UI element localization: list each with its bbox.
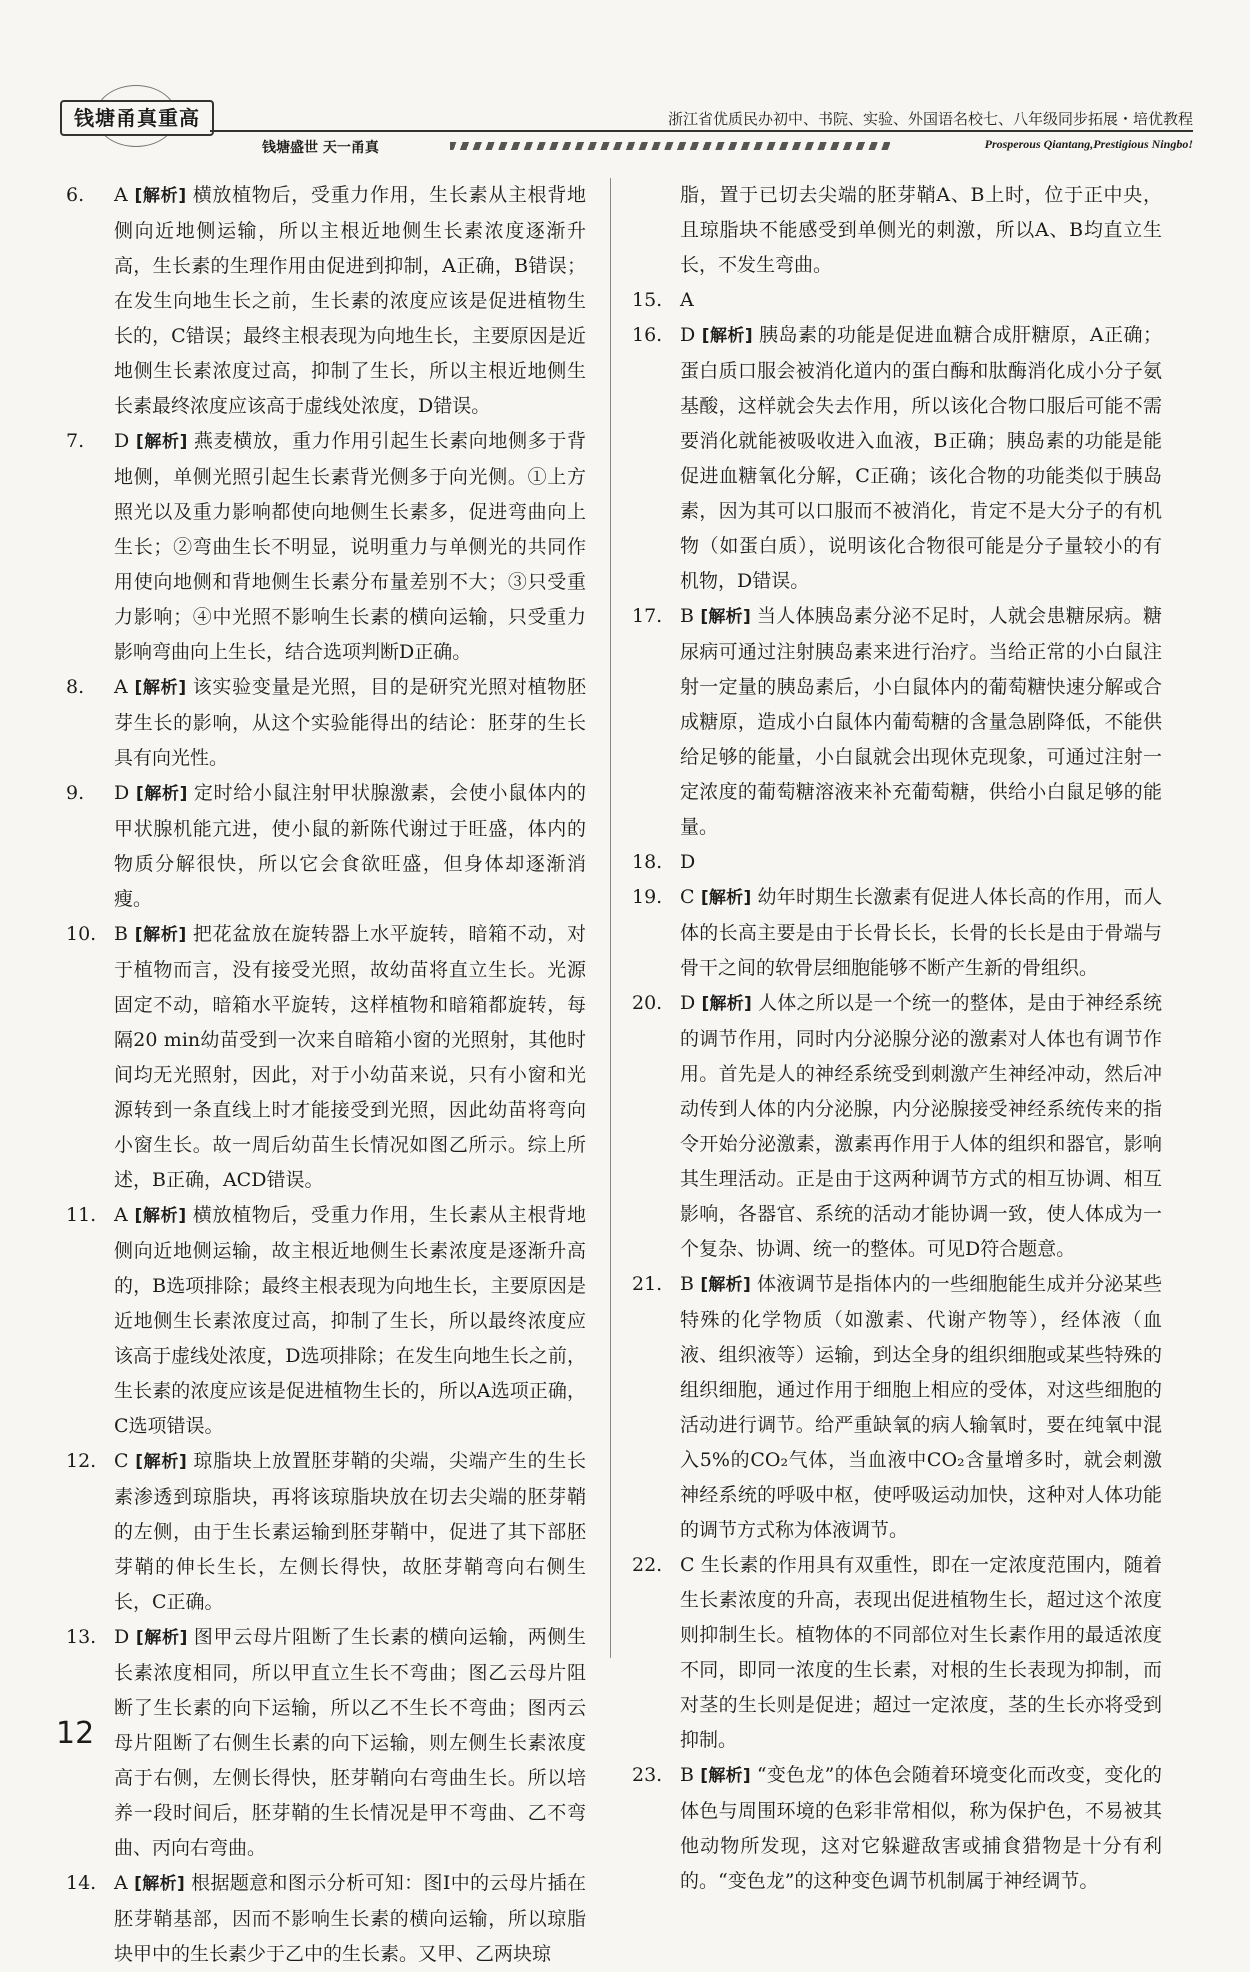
analysis-tag: [解析]	[135, 432, 194, 452]
analysis-tag: [解析]	[134, 1874, 192, 1894]
analysis-text: 琼脂块上放置胚芽鞘的尖端，尖端产生的生长素渗透到琼脂块，再将该琼脂块放在切去尖端的胚芽鞘的左侧，由于生长素运输到胚芽鞘中，促进了其下部胚芽鞘的伸长生长，左侧长得快，故胚芽鞘弯向右侧生长，C正确。	[114, 1450, 586, 1613]
answer-item	[66, 178, 586, 424]
answer-choice: C	[114, 1450, 136, 1472]
answer-item	[632, 845, 1162, 880]
question-number: 17.	[632, 605, 663, 627]
answer-item	[66, 1866, 586, 1972]
answer-item	[632, 1267, 1162, 1548]
answer-body	[680, 986, 1162, 1267]
answer-choice: B	[114, 923, 135, 945]
answer-body	[114, 1620, 586, 1866]
answer-choice: A	[114, 184, 135, 206]
question-number: 18.	[632, 851, 663, 873]
answer-body	[114, 1444, 586, 1620]
analysis-tag: [解析]	[701, 326, 760, 346]
analysis-tag: [解析]	[134, 186, 193, 206]
answer-choice: C	[680, 886, 701, 908]
answer-choice: D	[114, 1626, 136, 1648]
answer-item	[632, 880, 1162, 986]
answer-item	[632, 986, 1162, 1267]
analysis-text: 横放植物后，受重力作用，生长素从主根背地侧向近地侧运输，故主根近地侧生长素浓度是逐渐升高的，B选项排除；最终主根表现为向地生长，主要原因是近地侧生长素浓度过高，抑制了生长，所以最终浓度应该高于虚线处浓度，D选项排除；在发生向地生长之前，生长素的浓度应该是促进植物生长的，所以A选项正确，C选项错误。	[114, 1204, 586, 1437]
page-number: 12	[56, 1716, 95, 1751]
question-number: 14.	[66, 1872, 97, 1894]
answer-item	[66, 776, 586, 917]
question-number: 12.	[66, 1450, 97, 1472]
answer-body	[680, 1548, 1162, 1758]
answer-body	[114, 1198, 586, 1444]
answer-choice: B	[680, 1273, 701, 1295]
question-number: 10.	[66, 923, 97, 945]
series-logo: 钱塘甬真重高	[60, 100, 214, 136]
answer-choice: C	[680, 1554, 701, 1576]
analysis-text: 定时给小鼠注射甲状腺激素，会使小鼠体内的甲状腺机能亢进，使小鼠的新陈代谢过于旺盛，体内的物质分解很快，所以它会食欲旺盛，但身体却逐渐消瘦。	[114, 782, 586, 910]
answer-item	[66, 1198, 586, 1444]
header-motto: Prosperous Qiantang,Prestigious Ningbo!	[984, 137, 1193, 151]
answer-item	[66, 917, 586, 1198]
analysis-tag: [解析]	[700, 607, 757, 627]
question-number: 8.	[66, 676, 85, 698]
analysis-text: 该实验变量是光照，目的是研究光照对植物胚芽生长的影响，从这个实验能得出的结论：胚芽的生长具有向光性。	[114, 676, 586, 769]
answer-body	[680, 283, 1162, 318]
analysis-text: 横放植物后，受重力作用，生长素从主根背地侧向近地侧运输，所以主根近地侧生长素浓度逐渐升高，生长素的生理作用由促进到抑制，A正确，B错误；在发生向地生长之前，生长素的浓度应该是促进植物生长的，C错误；最终主根表现为向地生长，主要原因是近地侧生长素浓度过高，抑制了生长，所以主根近地侧生长素最终浓度应该高于虚线处浓度，D错误。	[114, 184, 586, 417]
answer-choice: B	[680, 1764, 701, 1786]
answer-body	[680, 1758, 1162, 1899]
analysis-tag: [解析]	[134, 1206, 193, 1226]
answer-body	[114, 917, 586, 1198]
answer-choice: D	[680, 992, 702, 1014]
analysis-text: 当人体胰岛素分泌不足时，人就会患糖尿病。糖尿病可通过注射胰岛素来进行治疗。当给正常的小白鼠注射一定量的胰岛素后，小白鼠体内的葡萄糖快速分解或合成糖原，造成小白鼠体内葡萄糖的含量急剧降低，不能供给足够的能量，小白鼠就会出现休克现象，可通过注射一定浓度的葡萄糖溶液来补充葡萄糖，供给小白鼠足够的能量。	[680, 605, 1162, 838]
analysis-text: 体液调节是指体内的一些细胞能生成并分泌某些特殊的化学物质（如激素、代谢产物等），经体液（血液、组织液等）运输，到达全身的组织细胞或某些特殊的组织细胞，通过作用于细胞上相应的受体，对这些细胞的活动进行调节。给严重缺氧的病人输氧时，要在纯氧中混入5%的CO₂气体，当血液中CO₂含量增多时，就会刺激神经系统的呼吸中枢，使呼吸运动加快，这种对人体功能的调节方式称为体液调节。	[680, 1273, 1162, 1541]
answer-choice: A	[114, 1204, 135, 1226]
question-number: 13.	[66, 1626, 97, 1648]
column-divider	[610, 178, 611, 1658]
analysis-tag: [解析]	[700, 888, 758, 908]
analysis-text: 燕麦横放，重力作用引起生长素向地侧多于背地侧，单侧光照引起生长素背光侧多于向光侧。①上方照光以及重力影响都使向地侧生长素多，促进弯曲向上生长；②弯曲生长不明显，说明重力与单侧光的共同作用使向地侧和背地侧生长素分布量差别不大；③只受重力影响；④中光照不影响生长素的横向运输，只受重力影响弯曲向上生长，结合选项判断D正确。	[114, 430, 586, 663]
answer-choice: D	[114, 782, 136, 804]
answer-choice: A	[114, 676, 135, 698]
answer-item	[632, 1548, 1162, 1758]
analysis-text: 图甲云母片阻断了生长素的横向运输，两侧生长素浓度相同，所以甲直立生长不弯曲；图乙云母片阻断了生长素的向下运输，所以乙不生长不弯曲；图丙云母片阻断了右侧生长素的向下运输，则左侧生长素浓度高于右侧，左侧长得快，胚芽鞘向右弯曲生长。所以培养一段时间后，胚芽鞘的生长情况是甲不弯曲、乙不弯曲、丙向右弯曲。	[114, 1626, 586, 1859]
answer-body	[680, 318, 1162, 599]
question-number: 9.	[66, 782, 85, 804]
answer-item	[632, 318, 1162, 599]
header-dash-band	[450, 142, 890, 150]
analysis-text: 胰岛素的功能是促进血糖合成肝糖原，A正确；蛋白质口服会被消化道内的蛋白酶和肽酶消化成小分子氨基酸，这样就会失去作用，所以该化合物口服后可能不需要消化就能被吸收进入血液，B正确；胰岛素的功能是能促进血糖氧化分解，C正确；该化合物的功能类似于胰岛素，因为其可以口服而不被消化，肯定不是大分子的有机物（如蛋白质），说明该化合物很可能是分子量较小的有机物，D错误。	[680, 324, 1162, 592]
analysis-tag: [解析]	[135, 1452, 194, 1472]
question-number: 19.	[632, 886, 663, 908]
left-column	[66, 178, 586, 1972]
answer-item	[632, 178, 1162, 283]
analysis-text: 把花盆放在旋转器上水平旋转，暗箱不动，对于植物而言，没有接受光照，故幼苗将直立生长。光源固定不动，暗箱水平旋转，这样植物和暗箱都旋转，每隔20 min幼苗受到一次来自暗箱小窗的光照射，其他时间均无光照射，因此，对于小幼苗来说，只有小窗和光源转到一条直线上时才能接受到光照，因此幼苗将弯向小窗生长。故一周后幼苗生长情况如图乙所示。综上所述，B正确，ACD错误。	[114, 923, 586, 1191]
question-number: 20.	[632, 992, 663, 1014]
question-number: 23.	[632, 1764, 663, 1786]
answer-item	[66, 1444, 586, 1620]
answer-item	[632, 1758, 1162, 1899]
question-number: 6.	[66, 184, 85, 206]
question-number: 16.	[632, 324, 663, 346]
analysis-tag: [解析]	[135, 1628, 194, 1648]
analysis-tag: [解析]	[134, 925, 193, 945]
answer-body	[680, 845, 1162, 880]
series-title: 浙江省优质民办初中、书院、实验、外国语名校七、八年级同步拓展・培优教程	[667, 110, 1193, 128]
answer-body	[114, 670, 586, 776]
answer-choice: B	[680, 605, 701, 627]
question-number	[632, 178, 680, 283]
answer-body	[114, 1866, 586, 1972]
analysis-tag: [解析]	[134, 678, 193, 698]
question-number: 7.	[66, 430, 85, 452]
answer-body	[114, 776, 586, 917]
analysis-text: 根据题意和图示分析可知：图Ⅰ中的云母片插在胚芽鞘基部，因而不影响生长素的横向运输，所以琼脂块甲中的生长素少于乙中的生长素。又甲、乙两块琼	[114, 1872, 586, 1965]
answer-item	[66, 1620, 586, 1866]
answer-body	[114, 424, 586, 670]
analysis-tag: [解析]	[700, 1766, 757, 1786]
analysis-text: 生长素的作用具有双重性，即在一定浓度范围内，随着生长素浓度的升高，表现出促进植物生长，超过这个浓度则抑制生长。植物体的不同部位对生长素作用的最适浓度不同，即同一浓度的生长素，对根的生长表现为抑制，而对茎的生长则是促进；超过一定浓度，茎的生长亦将受到抑制。	[680, 1554, 1162, 1751]
page-header	[0, 0, 1250, 160]
question-number: 21.	[632, 1273, 663, 1295]
analysis-tag: [解析]	[700, 1275, 757, 1295]
analysis-text: 幼年时期生长激素有促进人体长高的作用，而人体的长高主要是由于长骨长长，长骨的长长是由于骨端与骨干之间的软骨层细胞能够不断产生新的骨组织。	[680, 886, 1162, 979]
analysis-tag: [解析]	[135, 784, 194, 804]
analysis-text: 脂，置于已切去尖端的胚芽鞘A、B上时，位于正中央，且琼脂块不能感受到单侧光的刺激，所以A、B均直立生长，不发生弯曲。	[680, 184, 1162, 276]
header-slogan: 钱塘盛世 天一甬真	[262, 140, 379, 156]
answer-body	[114, 178, 586, 424]
answer-body	[680, 178, 1162, 283]
question-number: 11.	[66, 1204, 97, 1226]
answer-item	[632, 283, 1162, 318]
answer-item	[66, 424, 586, 670]
answer-choice: D	[680, 851, 696, 873]
question-number: 22.	[632, 1554, 663, 1576]
header-rule	[210, 130, 1193, 132]
analysis-tag: [解析]	[701, 994, 758, 1014]
answer-item	[632, 599, 1162, 845]
answer-choice: A	[680, 289, 694, 311]
question-number: 15.	[632, 289, 663, 311]
answer-body	[680, 599, 1162, 845]
analysis-text: “变色龙”的体色会随着环境变化而改变，变化的体色与周围环境的色彩非常相似，称为保护色，不易被其他动物所发现，这对它躲避敌害或捕食猎物是十分有利的。“变色龙”的这种变色调节机制属于神经调节。	[680, 1764, 1162, 1892]
answer-choice: A	[114, 1872, 135, 1894]
answer-choice: D	[680, 324, 702, 346]
right-column	[632, 178, 1162, 1899]
answer-choice: D	[114, 430, 136, 452]
analysis-text: 人体之所以是一个统一的整体，是由于神经系统的调节作用，同时内分泌腺分泌的激素对人体也有调节作用。首先是人的神经系统受到刺激产生神经冲动，然后冲动传到人体的内分泌腺，内分泌腺接受神经系统传来的指令开始分泌激素，激素再作用于人体的组织和器官，影响其生理活动。正是由于这两种调节方式的相互协调、相互影响，各器官、系统的活动才能协调一致，使人体成为一个复杂、协调、统一的整体。可见D符合题意。	[680, 992, 1162, 1260]
answer-body	[680, 1267, 1162, 1548]
answer-item	[66, 670, 586, 776]
answer-body	[680, 880, 1162, 986]
